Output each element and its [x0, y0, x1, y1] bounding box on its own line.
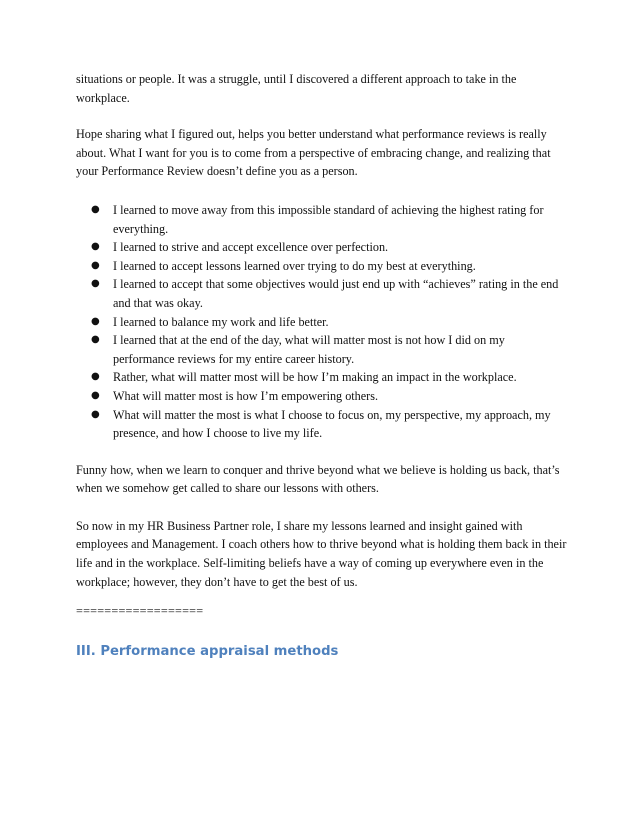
bullet-icon: ●	[91, 203, 100, 215]
list-item	[91, 257, 568, 276]
bullet-icon: ●	[91, 241, 100, 253]
list-item-text: What will matter the most is what I choose to focus on, my perspective, my approach, my presence, and how I choose to live my life.	[113, 407, 551, 441]
bullet-icon: ●	[91, 278, 100, 290]
section-separator: ==================	[76, 604, 204, 619]
list-item-text: I learned to balance my work and life better.	[113, 314, 329, 329]
bullet-icon: ●	[91, 259, 100, 271]
lessons-bullet-list	[76, 201, 568, 443]
paragraph-funny-how: Funny how, when we learn to conquer and thrive beyond what we believe is holding us back, that’s when we somehow get called to share our lessons with others.	[76, 462, 560, 496]
list-item-text: I learned to move away from this impossible standard of achieving the highest rating for everything.	[113, 202, 544, 236]
paragraph-hr-role: So now in my HR Business Partner role, I share my lessons learned and insight gained with employees and Management. I coach others how to thrive beyond what is holding them back in their life and in the workplace. Self-limiting beliefs have a way of coming up everywhere even in the workplace; however, they don’t have to get the best of us.	[76, 518, 567, 589]
list-item-text: I learned to accept that some objectives would just end up with “achieves” rating in the end and that was okay.	[113, 277, 559, 310]
paragraph-intro: situations or people. It was a struggle, until I discovered a different approach to take in the workplace.	[76, 72, 517, 105]
bullet-icon: ●	[91, 315, 100, 327]
list-item	[91, 368, 568, 387]
bullet-icon: ●	[91, 371, 100, 383]
list-item	[91, 201, 568, 238]
list-item-text: What will matter most is how I’m empowering others.	[113, 388, 379, 403]
list-item	[91, 275, 568, 312]
list-item	[91, 313, 568, 332]
bullet-icon: ●	[91, 334, 100, 346]
list-item-text: I learned that at the end of the day, what will matter most is not how I did on my performance reviews for my entire career history.	[113, 333, 505, 366]
list-item-text: I learned to strive and accept excellence over perfection.	[113, 240, 389, 255]
list-item-text: I learned to accept lessons learned over trying to do my best at everything.	[113, 258, 476, 273]
list-item	[91, 387, 568, 406]
section-heading: III. Performance appraisal methods	[76, 643, 339, 659]
list-item	[91, 406, 568, 443]
bullet-icon: ●	[91, 389, 100, 401]
page-content	[76, 70, 568, 661]
list-item	[91, 331, 568, 368]
list-item	[91, 238, 568, 257]
bullet-icon: ●	[91, 408, 100, 420]
list-item-text: Rather, what will matter most will be how I’m making an impact in the workplace.	[113, 370, 517, 385]
paragraph-hope-sharing: Hope sharing what I figured out, helps you better understand what performance reviews is really about. What I want for you is to come from a perspective of embracing change, and realizing that your Performance Review doesn’t define you as a person.	[76, 127, 551, 179]
